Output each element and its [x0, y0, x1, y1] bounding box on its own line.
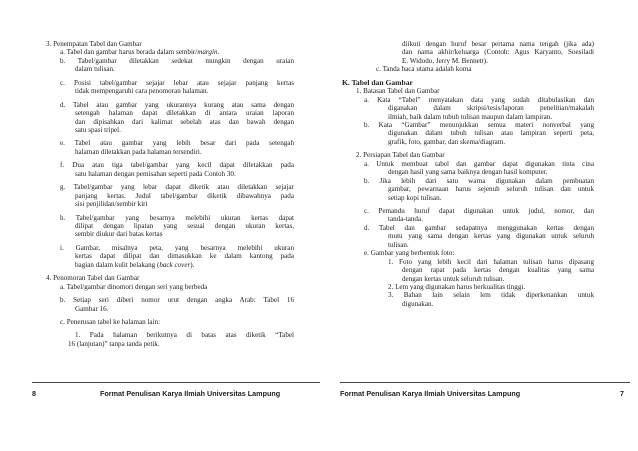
text-line: diganakan dalam skripsi/tesis/laporan penelitian/makalah — [388, 104, 594, 113]
text-line: digunakan. — [402, 299, 434, 308]
text-line: c. Tanda baca utama adalah koma — [376, 65, 472, 74]
text-line: c. Penerusan tabel ke halaman lain: — [60, 318, 161, 327]
text-line: b. Jika lebih dari satu warna digunakan dalam pembuatan — [364, 176, 594, 185]
text-line: satu halaman dengan pemisahan seperti pada Contoh 30. — [75, 169, 236, 178]
text-line: b. Kata “Gambar” menunjukkan semua materi nonverbal yang — [364, 121, 594, 130]
text-line: b. Setiap seri diberi nomor urut dengan angka Arab: Tabel 16 — [60, 296, 294, 305]
text-line: panjang kertas. Judul tabel/gambar diketik dibawahnya pada — [75, 191, 294, 200]
text-line: 1. Pada halaman berikutnya di batas atas diketik “Tabel — [75, 331, 294, 340]
text-line: gambar, pewarnaan harus sejenuh seluruh tulisan dan untuk — [388, 185, 594, 194]
text-line: tidak mempengaruhi cara penomoran halaman. — [75, 87, 209, 96]
text-line: h. Tabel/gambar yang besarnya melebihi ukuran kertas dapat — [60, 213, 294, 222]
left-footer-title: Format Penulisan Karya Ilmiah Universitas Lampung — [100, 389, 281, 398]
text-line: g. Tabel/gambar yang lebar dapat diketik atau diletakkan sejajar — [60, 183, 294, 192]
text-line: 16 (lanjutan)” tanpa tanda petik. — [68, 339, 160, 348]
text-line: diikuti dengan huruf besar pertama nama tengah (jika ada) — [402, 40, 594, 48]
text-line: setengah halaman dapat diletakkan di antara uraian laporan — [75, 109, 294, 118]
text-line: tulisan. — [388, 240, 409, 249]
left-page-body — [46, 40, 294, 348]
text-line: d. Tabel dan gambar sedapatnya menggunakan kertas dengan — [364, 223, 594, 232]
text-line: a. Tabel/gambar dinomori dengan seri yang berbeda — [60, 282, 208, 291]
text-line: sembir diukur dari batas kertas — [75, 230, 163, 239]
text-line: 2. Lem yang digunakan harus berkualitas tinggi. — [388, 283, 526, 292]
text-line: f. Dua atau tiga tabel/gambar yang kecil dapat diletakkan pada — [60, 161, 294, 170]
text-line: tanda-tanda. — [388, 215, 423, 224]
text-line: c. Posisi tabel/gambar sejajar lebar atau sejajar panjang kertas — [60, 78, 294, 87]
section-heading: K. Tabel dan Gambar — [342, 78, 413, 87]
text-line: 4. Penomoran Tabel dan Gambar — [46, 274, 140, 283]
text-line: 3. Bahan lain selain lem tidak diperkenankan untuk — [388, 291, 594, 300]
text-line: 2. Persiapan Tabel dan Gambar — [356, 151, 445, 160]
text-line: 1. Batasan Tabel dan Gambar — [356, 87, 440, 96]
left-page-number: 8 — [32, 389, 36, 398]
text-line: a. Kata “Tabel” menyatakan data yang sudah ditabulasikan dan — [364, 95, 594, 104]
right-page — [320, 0, 638, 451]
right-page-number: 7 — [620, 389, 624, 398]
text-line: d. Tabel atau gambar yang ukurannya kurang atau sama dengan — [60, 100, 294, 109]
right-footer-title: Format Penulisan Karya Ilmiah Universitas Lampung — [340, 389, 521, 398]
left-footer-rule — [32, 382, 320, 383]
text-line: a. Untuk membuat tabel dan gambar dapat digunakan tinta cina — [364, 159, 594, 168]
text-line: grafik, foto, gambar, dan skema/diagram. — [388, 137, 506, 146]
text-line: e. Tabel atau gambar yang lebih besar dari pada setengah — [60, 139, 294, 148]
text-line: dengan hasil yang sama baiknya dengan hasil komputer. — [388, 168, 548, 177]
text-line: bagian dalam kulit belakang (back cover). — [75, 260, 195, 269]
text-line: i. Gambar, misalnya peta, yang besarnya melebihi ukuran — [60, 243, 294, 252]
text-line: mutu yang sama dengan kertas yang digunakan untuk seluruh — [388, 232, 594, 241]
text-line: dengan rapat pada kertas dengan kualitas yang sama — [402, 266, 594, 275]
text-line: sisi penjilidan/sembir kiri — [75, 200, 148, 209]
text-line: e. Gambar yang berbentuk foto: — [364, 249, 455, 258]
text-line: dan dipisahkan dari kalimat sebelah atas dan bawah dengan — [75, 117, 294, 126]
text-line: ilmiah, baik dalam tubuh tulisan maupun dalam lampiran. — [388, 112, 553, 121]
text-line: dilipat dengan lipatan yang sesuai dengan ukuran kertas, — [75, 222, 294, 230]
text-line: 1. Foto yang lebih kecil dari halaman tulisan harus dipasang — [388, 257, 594, 266]
text-line: 3. Penempatan Tabel dan Gambar — [46, 40, 142, 48]
text-line: a. Tabel dan gambar harus berada dalam sembir/margin. — [60, 48, 220, 57]
text-line: digunakan dalam tubuh tulisan atau lampiran seperti peta, — [388, 129, 594, 138]
left-page — [0, 0, 318, 451]
text-line: c. Pemandu huruf dapat digunakan untuk judul, nomor, dan — [364, 207, 594, 216]
right-page-body — [342, 40, 594, 308]
text-line: halaman diletakkan pada halaman tersendiri. — [75, 147, 202, 156]
text-line: dalam tulisan. — [75, 65, 115, 74]
text-line: setiap kopi tulisan. — [388, 193, 442, 202]
text-line: E. Widodo, Jerry M. Bennett). — [402, 56, 488, 65]
text-line: dan nama akhir/keluarga (Contoh: Agus Karyanto, Soesiladi — [402, 48, 594, 57]
text-line: satu spasi tripel. — [75, 126, 121, 134]
right-footer-rule — [340, 382, 630, 383]
text-line: b. Tabel/gambar diletakkan sedekat mungkin dengan uraian — [60, 56, 294, 65]
text-line: dengan kertas untuk seluruh tulisan. — [402, 274, 505, 283]
text-line: kertas dapat dilipat dan dimasukkan ke dalam kantong pada — [75, 252, 294, 261]
text-line: Gambar 16. — [75, 304, 109, 313]
